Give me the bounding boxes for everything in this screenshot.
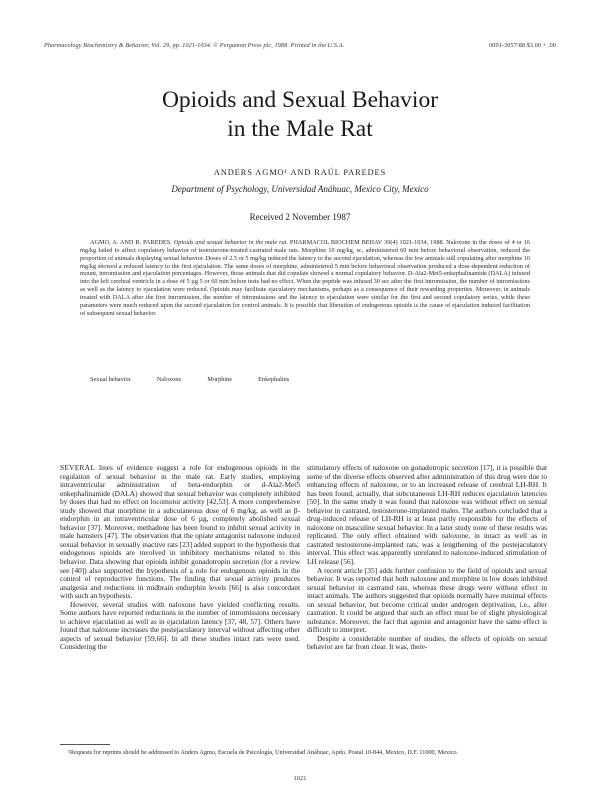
journal-citation: Pharmacology Biochemistry & Behavior, Vol. 29, pp. 1021-1034. © Pergamon Press plc, 1988. Printed in the U.S.A. bbox=[44, 42, 345, 49]
keyword: Sexual behavior bbox=[90, 376, 131, 383]
paragraph: stimulatory effects of naloxone on gonadotropic secretion [17], it is possible that some of the diverse effects observed after administration of this drug were due to enhancing effects of naloxone, or to an increased release of cerebral LH-RH. It has been found, actually, that subcutaneous LH-RH reduces ejaculation latencies [50]. In the same study it was found that naloxone was without effect on sexual behavior in castrated, testosterone-implanted males. The authors concluded that a drug-induced release of LH-RH is at least partly responsible for the effects of naloxone on masculine sexual behavior. In a later study none of these results was replicated. The only effect obtained with naloxone, in intact as well as in castrated testosterone-implanted rats, was a lengthening of the postejaculatory interval. This effect was apparently unrelated to naloxone-induced stimulation of LH release [56]. bbox=[307, 463, 547, 567]
title-line-2: in the Male Rat bbox=[227, 116, 373, 142]
paragraph bbox=[60, 464, 300, 601]
keyword: Naloxone bbox=[156, 376, 182, 383]
abstract-citation-title: Opioids and sexual behavior in the male rat. bbox=[173, 239, 288, 246]
body-column-right bbox=[307, 464, 547, 652]
paragraph: A recent article [35] adds further confusion to the field of opioids and sexual behavior. It was reported that both naloxone and morphine in low doses inhibited sexual behavior in castrated rats, whereas these drugs were without effect in intact animals. The authors suggested that opioids normally have minimal effects on sexual behavior, but become critical under androgen deprivation, i.e., after castration. It could be argued that such an effect must be of slight physiological substance. Moreover, the fact that agonist and antagonist have the same effect is difficult to interpret. bbox=[307, 565, 547, 635]
article-title bbox=[0, 86, 600, 144]
lead-word: SEVERAL bbox=[60, 463, 96, 472]
keywords bbox=[90, 376, 510, 383]
paragraph: Despite a considerable number of studies, the effects of opioids on sexual behavior are far from clear. It was, there- bbox=[307, 633, 547, 652]
affiliation: Department of Psychology, Universidad Anáhuac, Mexico City, Mexico bbox=[171, 184, 429, 194]
abstract bbox=[80, 239, 530, 317]
received-date: Received 2 November 1987 bbox=[249, 212, 351, 222]
article-code: 0091-3057/88 $3.00 + .00 bbox=[489, 42, 556, 49]
keyword: Enkephalins bbox=[258, 376, 290, 383]
paragraph-text: lines of evidence suggest a role for endogenous opioids in the regulation of sexual behavior in the male rat. Early studies, employing intraventricular administration of beta-endorphin or d-Ala2-Met5 enkephalinamide (DALA) showed that sexual behavior was completely inhibited by doses that had no effect on locomotor activity [42,53]. A more comprehensive study showed that morphine in a subcutaneous dose of 6 mg/kg, as well as β-endorphin in an intraventricular dose of 6 µg, completely abolished sexual behavior [37]. Moreover, methadone has been found to inhibit sexual activity in male hamsters [47]. The observation that the opiate antagonist naloxone induced sexual behavior in sexually inactive rats [23] added support to the hypothesis that endogenous opioids are involved in inhibitory mechanisms related to this behavior. Data showing that opioids inhibit gonadotropin secretion (for a review see [40]) also supported the hypothesis of a role for endogenous opioids in the control of reproductive functions. The finding that sexual activity produces analgesia and reductions in midbrain endorphin levels [66] is also concordant with such an hypothesis. bbox=[60, 463, 300, 601]
abstract-citation-lead: AGMO, A. AND R. PAREDES. bbox=[90, 239, 172, 246]
footnote: ¹Requests for reprints should be addressed to Anders Agmo, Escuela de Psicología, Universidad Anáhuac, Apdo. Postal 10-844, Mexico, D.F. 11000, Mexico. bbox=[68, 749, 459, 756]
abstract-body: Naloxone in the doses of 4 or 16 mg/kg failed to affect copulatory behavior of testosterone-treated castrated male rats. Morphine 10 mg/kg, sc, administered 60 min before behavioral observation, reduced the proportion of animals displaying sexual behavior. Doses of 2.5 or 5 mg/kg reduced the latency to the second ejaculation, whereas the few animals still copulating after morphine 10 mg/kg showed a reduced latency to the first ejaculation. The same doses of morphine, administered 5 min before behavioral observation produced a dose-dependent reduction of mount, intromission and ejaculation percentages. However, those animals that did copulate showed a normal copulatory behavior. D-Ala2-Met5-enkephalinamide (DALA) infused into the left cerebral ventricle in a dose of 5 µg 5 or 60 min before tests had no effect. When the peptide was infused 30 sec after the first intromission, the number of intromissions as well as the latency to ejaculation were reduced. Opioids may facilitate ejaculatory mechanisms, perhaps as a consequence of their rewarding properties. Moreover, in animals treated with DALA after the first intromission, the number of intromissions and the latency to ejaculation were similar for the first and second copulatory series, while these parameters were much reduced upon the second ejaculation for control animals. It is possible that liberation of endogenous opioids is the cause of ejaculation induced facilitation of subsequent sexual behavior. bbox=[80, 239, 531, 317]
abstract-citation-tail: PHARMACOL BIOCHEM BEHAV 30(4) 1021-1034, 1988. bbox=[289, 239, 445, 246]
footnote-divider bbox=[60, 744, 110, 745]
body-column-left bbox=[60, 464, 300, 652]
title-line-1: Opioids and Sexual Behavior bbox=[161, 87, 439, 113]
authors: ANDERS AGMO¹ AND RAÚL PAREDES bbox=[213, 168, 387, 177]
page-number: 1021 bbox=[293, 775, 307, 782]
running-head bbox=[44, 42, 556, 49]
paragraph: However, several studies with naloxone have yielded conflicting results. Some authors have reported reductions in the number of intromissions necessary to achieve ejaculation as well as in ejaculation latency [37, 48, 57]. Others have found that naloxone increases the postejaculatory interval without affecting other aspects of sexual behavior [59,66]. In all these studies intact rats were used. Considering the bbox=[60, 599, 300, 652]
keyword: Morphine bbox=[207, 376, 233, 383]
